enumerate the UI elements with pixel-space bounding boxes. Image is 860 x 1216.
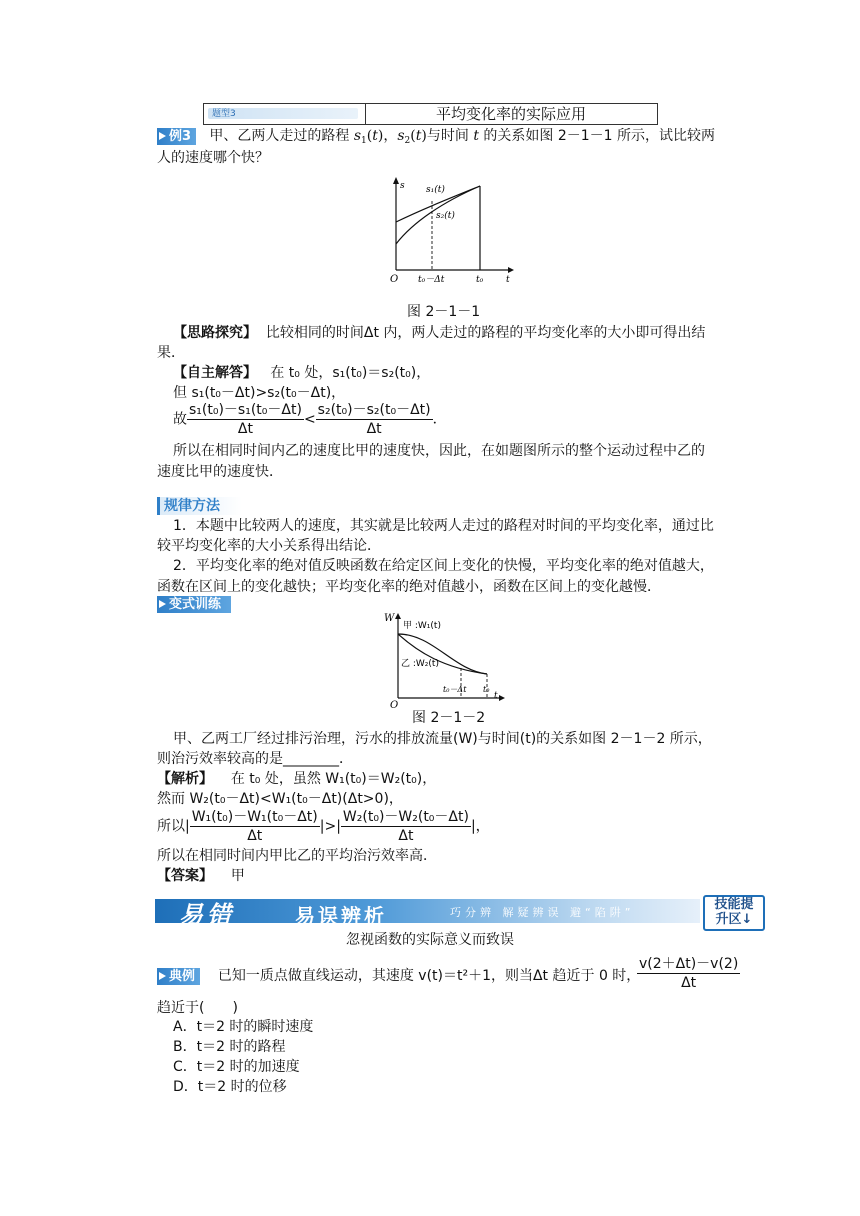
analysis-frac-1: $\frac{\text{W₁(t₀)－W₁(t₀－Δt)}}{\Delta t}$: [191, 809, 318, 844]
fig1-origin: O: [390, 274, 399, 285]
fig1-axis-y: s: [400, 181, 405, 191]
example3-line2: 人的速度哪个快？: [157, 150, 269, 166]
thinking-label: 【思路探究】: [173, 325, 257, 341]
example3-line1: 例3 甲、乙两人走过的路程 $s_1(t)$，$s_2(t)$与时间 t 的关系如图 2－1－1 所示，试比较两: [157, 126, 715, 151]
fig2-tick-a: t₀－Δt: [443, 685, 467, 694]
rules-p2a: 2．平均变化率的绝对值反映函数在给定区间上变化的快慢，平均变化率的绝对值越大，: [173, 558, 714, 574]
topic-header: [203, 103, 658, 125]
fig1-tick-a: t₀－Δt: [418, 275, 445, 285]
figure-1: [378, 174, 518, 286]
banner-slogan: 巧分辨 解疑辨误 避“陷阱”: [450, 906, 635, 919]
analysis-frac-2: $\frac{\text{W₂(t₀)－W₂(t₀－Δt)}}{\Delta t}$: [342, 809, 469, 844]
exercise-line1: 甲、乙两工厂经过排污治理，污水的排放流量(W)与时间(t)的关系如图 2－1－2 所示，: [173, 731, 712, 747]
fig1-label-s2: s₂(t): [436, 211, 455, 221]
solution-line3: 故 $\frac{\text{s₁(t₀)－s₁(t₀－Δt)}}{\Delta t}$ < $\frac{\text{s₂(t₀)－s₂(t₀－Δt)}}{\Delta t}$ ．: [173, 402, 447, 437]
solution-line5: 速度比甲的速度快．: [157, 464, 283, 480]
mistake-banner: [155, 893, 765, 929]
rules-p1b: 较平均变化率的大小关系得出结论．: [157, 538, 381, 554]
solution-line1: 【自主解答】 在 t₀ 处，s₁(t₀)＝s₂(t₀)，: [173, 365, 431, 381]
mistake-question-line2: 趋近于( ): [157, 1000, 238, 1016]
fig1-tick-b: t₀: [476, 275, 484, 285]
topic-tag: [204, 104, 366, 124]
exercise-line2: 则治污效率较高的是________．: [157, 751, 353, 767]
rules-p1a: 1．本题中比较两人的速度，其实就是比较两人走过的路程对时间的平均变化率，通过比: [173, 518, 714, 534]
analysis-label: 【解析】: [157, 771, 213, 787]
analysis-line1: 【解析】 在 t₀ 处，虽然 W₁(t₀)＝W₂(t₀)，: [157, 771, 437, 787]
topic-tag-label: 题型3: [212, 109, 236, 119]
mistake-title: 忽视函数的实际意义而致误: [346, 932, 514, 948]
thinking-line2: 果．: [157, 345, 185, 361]
banner-big: 易错: [179, 900, 235, 929]
mistake-question-line1: 典例 已知一质点做直线运动，其速度 v(t)＝t²＋1，则当Δt 趋近于 0 时，: [157, 966, 640, 986]
fig2-tick-b: t₀: [483, 685, 490, 694]
fig2-origin: O: [390, 700, 399, 710]
thinking-line1: 【思路探究】 比较相同的时间Δt 内，两人走过的路程的平均变化率的大小即可得出结: [173, 325, 706, 341]
banner-small: 易误辨析: [295, 904, 387, 928]
analysis-line3: 所以| $\frac{\text{W₁(t₀)－W₁(t₀－Δt)}}{\Delta t}$ |>| $\frac{\text{W₂(t₀)－W₂(t₀－Δt)}}{\Delta t}$ |，: [157, 809, 490, 844]
answer-line: [157, 866, 245, 886]
solution-label: 【自主解答】: [173, 365, 257, 381]
fig1-label-s1: s₁(t): [426, 185, 445, 195]
solution-frac-1: $\frac{\text{s₁(t₀)－s₁(t₀－Δt)}}{\Delta t}$: [189, 402, 302, 437]
fig2-label-w1: 甲 :W₁(t): [403, 621, 441, 631]
skill-upgrade-button[interactable]: 技能提升区↓: [703, 895, 765, 931]
solution-frac-2: $\frac{\text{s₂(t₀)－s₂(t₀－Δt)}}{\Delta t}$: [317, 402, 431, 437]
rules-p2b: 函数在区间上的变化越快；平均变化率的绝对值越小，函数在区间上的变化越慢．: [157, 579, 661, 595]
figure-2: [383, 612, 508, 710]
solution-line2: 但 s₁(t₀－Δt)>s₂(t₀－Δt)，: [173, 385, 346, 401]
fig2-axis-y: W: [384, 613, 395, 624]
fig2-axis-x: t: [494, 691, 498, 701]
option-a: A．t＝2 时的瞬时速度: [173, 1019, 314, 1035]
answer-value: 甲: [230, 868, 245, 884]
analysis-line2: 然而 W₂(t₀－Δt)<W₁(t₀－Δt)(Δt>0)，: [157, 791, 403, 807]
mistake-badge: 典例: [157, 968, 200, 985]
example3-badge: 例3: [157, 128, 196, 145]
option-b: B．t＝2 时的路程: [173, 1039, 286, 1055]
option-d: D．t＝2 时的位移: [173, 1079, 287, 1095]
topic-title: 平均变化率的实际应用: [435, 105, 586, 123]
figure-1-caption: 图 2－1－1: [407, 304, 481, 320]
analysis-line4: 所以在相同时间内甲比乙的平均治污效率高．: [157, 848, 437, 864]
variant-heading: 变式训练: [157, 596, 231, 613]
solution-line4: 所以在相同时间内乙的速度比甲的速度快，因此，在如题图所示的整个运动过程中乙的: [173, 443, 705, 459]
answer-label: 【答案】: [157, 868, 213, 884]
mistake-fraction: $\frac{v(2+\Delta t)-v(2)}{\Delta t}$: [639, 956, 739, 991]
option-c: C．t＝2 时的加速度: [173, 1059, 300, 1075]
fig1-axis-x: t: [506, 275, 510, 285]
rules-heading: 规律方法: [157, 497, 242, 515]
figure-2-caption: 图 2－1－2: [412, 710, 486, 726]
fig2-label-w2: 乙 :W₂(t): [401, 659, 439, 669]
